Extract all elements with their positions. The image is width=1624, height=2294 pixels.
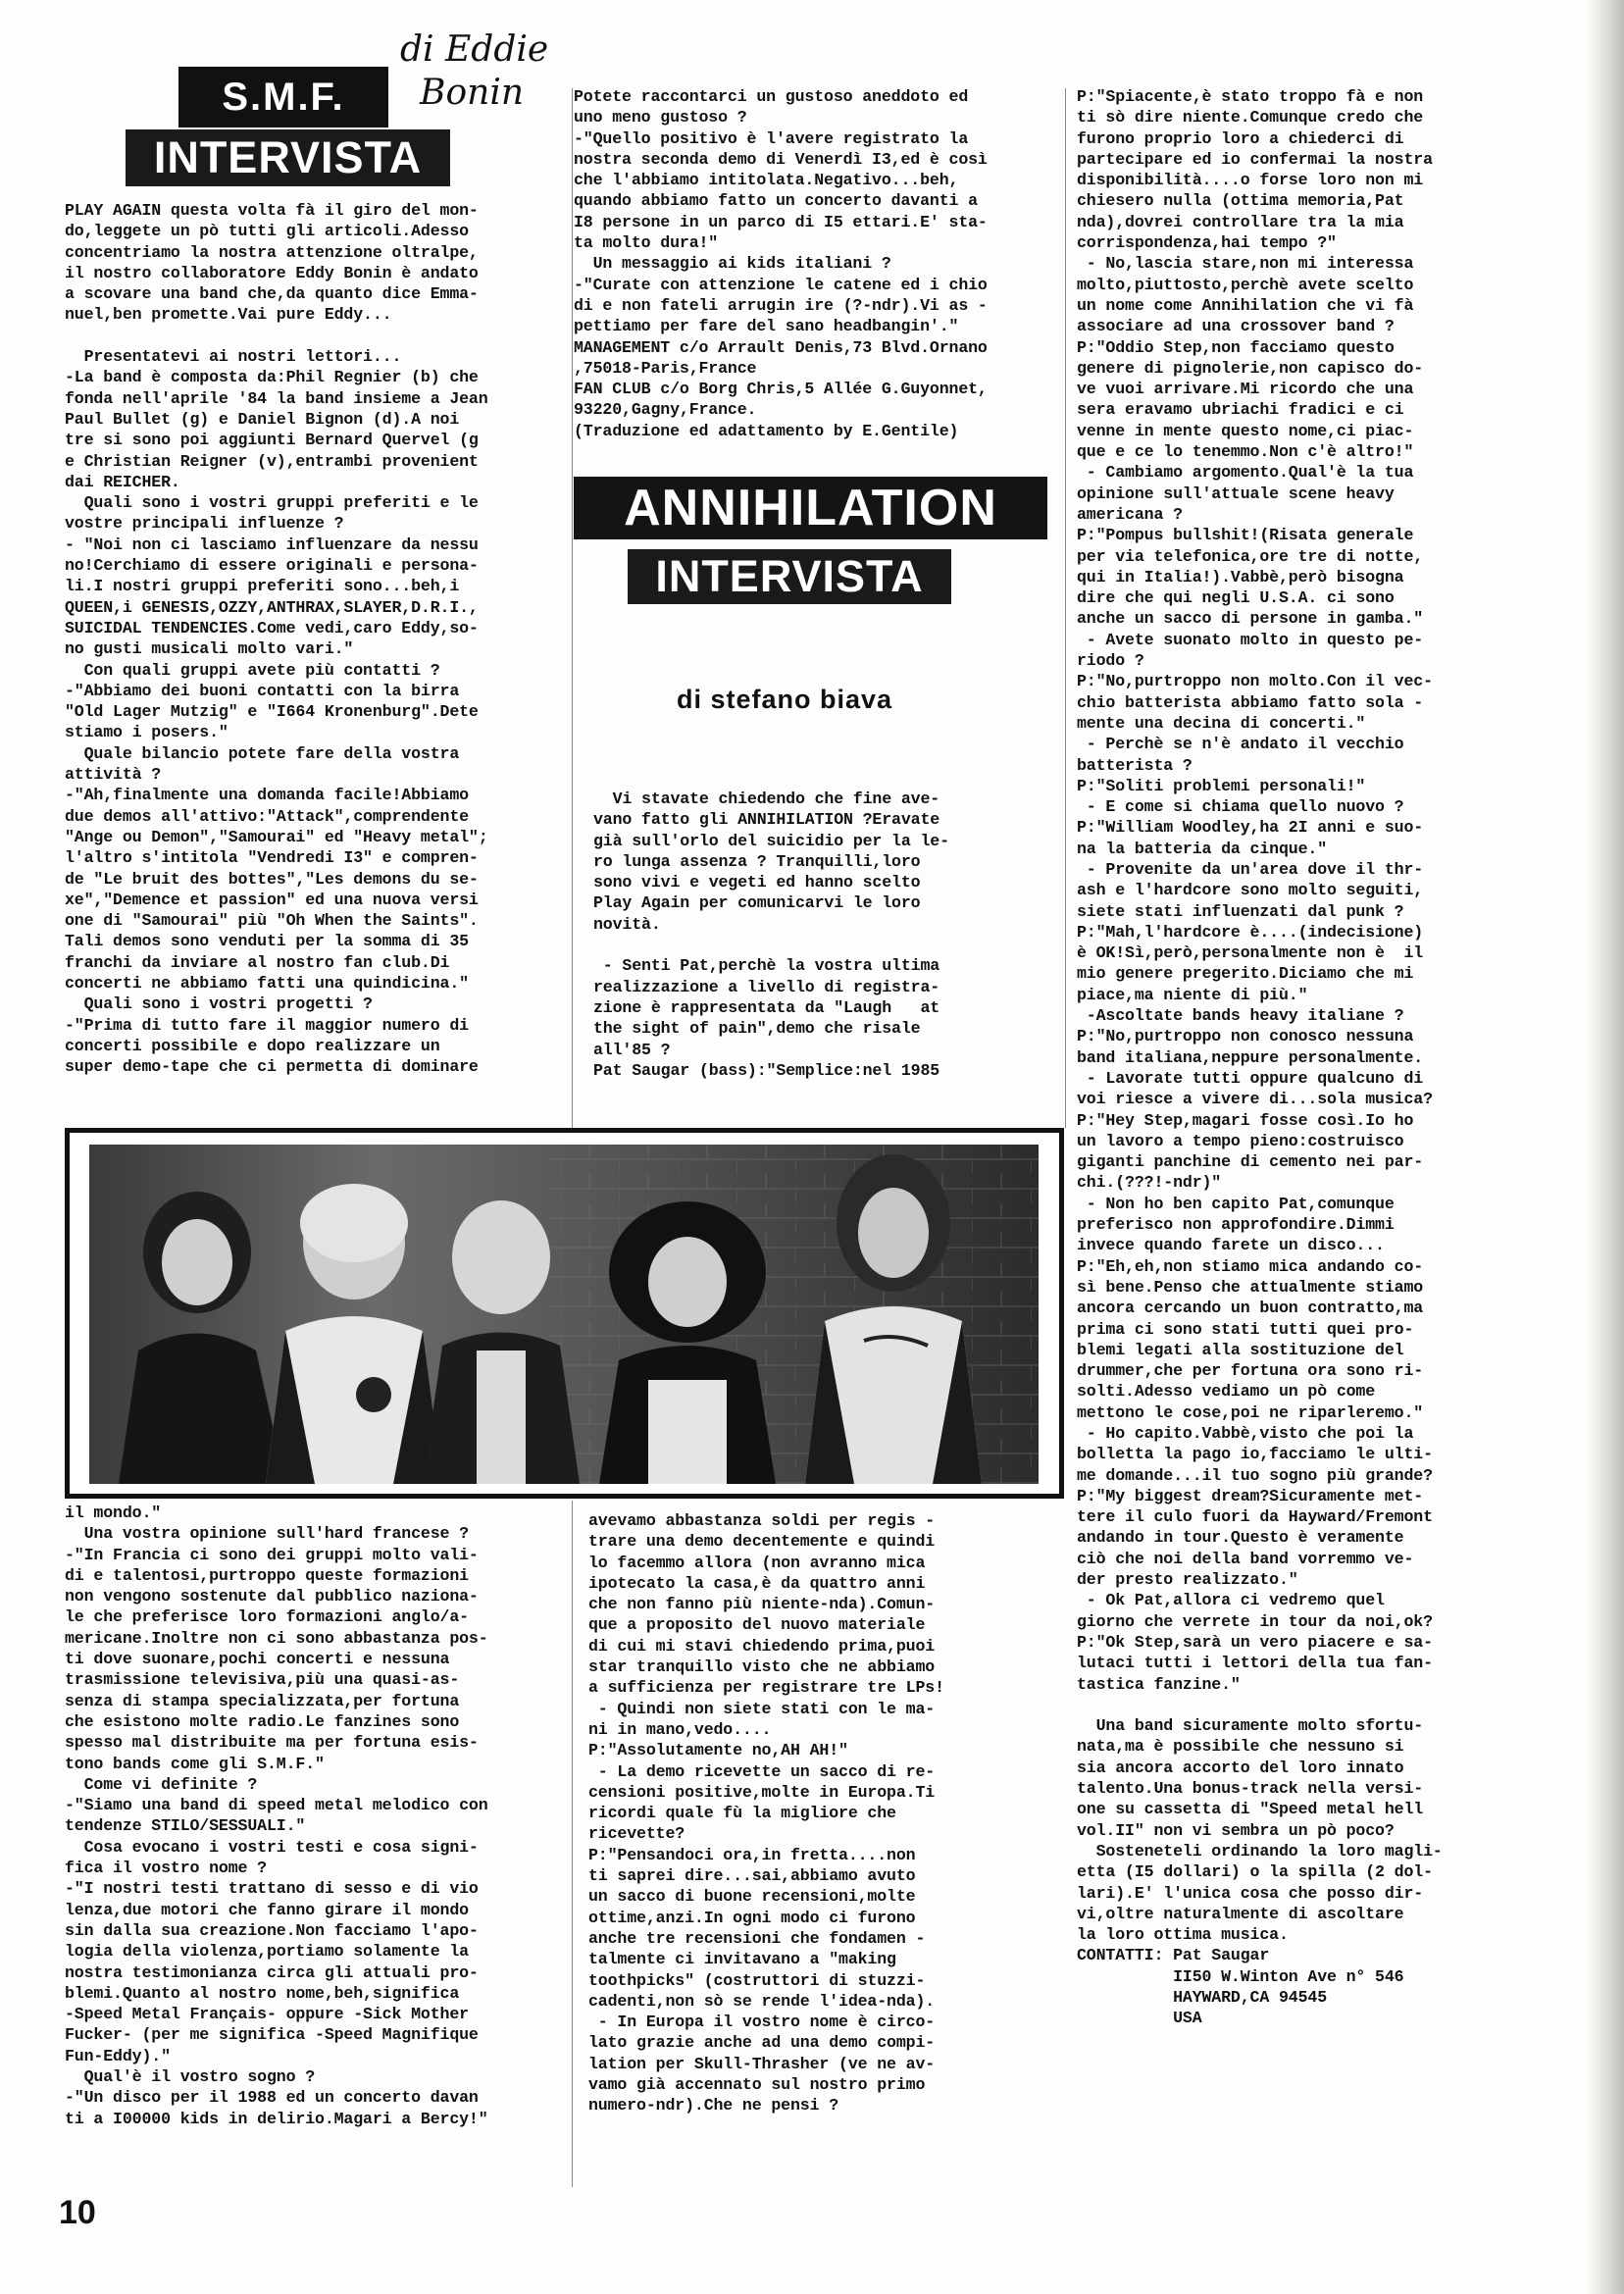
text-line: mericane.Inoltre non ci sono abbastanza pos-: [65, 1628, 488, 1648]
page-number: 10: [59, 2194, 96, 2231]
text-line: I8 persone in un parco di I5 ettari.E' sta-: [574, 212, 988, 231]
text-line: franchi da inviare al nostro fan club.Di: [65, 952, 450, 972]
text-line: per via telefonica,ore tre di notte,: [1077, 546, 1424, 566]
text-line: -"Curate con attenzione le catene ed i chio: [574, 275, 988, 294]
text-line: PLAY AGAIN questa volta fà il giro del mon-: [65, 201, 479, 220]
text-line: uno meno gustoso ?: [574, 108, 747, 127]
text-line: etta (I5 dollari) o la spilla (2 dol-: [1077, 1862, 1433, 1882]
text-line: toothpicks" (costruttori di stuzzi-: [588, 1970, 926, 1990]
text-line: - Non ho ben capito Pat,comunque: [1077, 1194, 1395, 1213]
text-line: ni in mano,vedo....: [588, 1719, 772, 1739]
text-line: le che preferisce loro formazioni anglo/a-: [65, 1607, 469, 1627]
text-line: bolletta la pago io,facciamo le ulti-: [1077, 1445, 1433, 1464]
annihilation-title: ANNIHILATION: [574, 477, 1047, 539]
text-line: concentriamo la nostra attenzione oltralpe,: [65, 242, 479, 262]
text-line: Presentatevi ai nostri lettori...: [65, 347, 402, 367]
text-line: II50 W.Winton Ave n° 546: [1077, 1966, 1404, 1986]
text-line: tastica fanzine.": [1077, 1674, 1241, 1694]
text-line: genere di pignolerie,non capisco do-: [1077, 358, 1424, 378]
text-line: -La band è composta da:Phil Regnier (b) che: [65, 368, 479, 387]
text-line: tre si sono poi aggiunti Bernard Quervel (g: [65, 431, 479, 450]
text-line: ipotecato la casa,è da quattro anni: [588, 1573, 926, 1593]
text-line: SUICIDAL TENDENCIES.Come vedi,caro Eddy,so-: [65, 618, 479, 637]
text-line: vamo già accennato sul nostro primo: [588, 2075, 926, 2095]
text-line: Fucker- (per me significa -Speed Magnifique: [65, 2025, 479, 2045]
column-divider: [572, 88, 573, 1128]
text-line: -Speed Metal Français- oppure -Sick Mother: [65, 2005, 469, 2024]
text-line: -"In Francia ci sono dei gruppi molto vali-: [65, 1545, 479, 1564]
text-line: - In Europa il vostro nome è circo-: [588, 2013, 936, 2032]
text-line: attività ?: [65, 765, 162, 785]
text-line: -"Abbiamo dei buoni contatti con la birra: [65, 681, 460, 700]
handwritten-author: [400, 29, 596, 137]
text-line: ti sò dire niente.Comunque credo che: [1077, 108, 1424, 127]
text-line: un sacco di buone recensioni,molte: [588, 1887, 916, 1907]
text-line: CONTATTI: Pat Saugar: [1077, 1946, 1270, 1965]
text-line: all'85 ?: [593, 1040, 671, 1059]
text-line: no!Cerchiamo di essere originali e persona-: [65, 556, 479, 576]
text-line: Cosa evocano i vostri testi e cosa signi-: [65, 1837, 479, 1857]
text-line: qui in Italia!).Vabbè,però bisogna: [1077, 567, 1404, 586]
text-line: do,leggete un pò tutti gli articoli.Adesso: [65, 222, 469, 241]
text-line: P:"My biggest dream?Sicuramente met-: [1077, 1486, 1424, 1505]
text-line: nata,ma è possibile che nessuno si: [1077, 1737, 1404, 1757]
text-line: ,75018-Paris,France: [574, 358, 757, 378]
text-line: "Old Lager Mutzig" e "I664 Kronenburg".Dete: [65, 702, 479, 722]
text-line: riodo ?: [1077, 651, 1144, 671]
text-line: 93220,Gagny,France.: [574, 400, 757, 420]
text-line: vol.II" non vi sembra un pò poco?: [1077, 1820, 1395, 1840]
text-line: andando in tour.Questo è veramente: [1077, 1528, 1404, 1548]
text-line: furono proprio loro a chiederci di: [1077, 128, 1404, 148]
text-line: numero-ndr).Che ne pensi ?: [588, 2096, 839, 2116]
text-line: Una band sicuramente molto sfortu-: [1077, 1716, 1424, 1736]
text-line: Potete raccontarci un gustoso aneddoto ed: [574, 87, 969, 106]
text-line: P:"Pompus bullshit!(Risata generale: [1077, 526, 1414, 545]
page-edge-shadow: [1587, 0, 1624, 2294]
text-line: tono bands come gli S.M.F.": [65, 1754, 325, 1773]
text-line: Tali demos sono venduti per la somma di 35: [65, 932, 469, 951]
text-line: trare una demo decentemente e quindi: [588, 1532, 936, 1552]
text-line: blemi.Quanto al nostro nome,beh,significa: [65, 1983, 460, 2003]
text-line: HAYWARD,CA 94545: [1077, 1988, 1328, 2008]
text-line: Pat Saugar (bass):"Semplice:nel 1985: [593, 1060, 940, 1080]
text-line: - E come si chiama quello nuovo ?: [1077, 797, 1404, 817]
text-line: Quali sono i vostri gruppi preferiti e le: [65, 493, 479, 513]
text-line: trasmissione televisiva,più una quasi-as-: [65, 1670, 460, 1690]
text-line: invece quando farete un disco...: [1077, 1236, 1385, 1255]
text-line: mente una decina di concerti.": [1077, 713, 1366, 733]
text-line: no gusti musicali molto vari.": [65, 639, 354, 659]
smf-column-bottom: [65, 1503, 567, 2129]
text-line: zione è rappresentata da "Laugh at: [593, 997, 940, 1017]
text-line: cadenti,non sò se rende l'idea-nda).: [588, 1991, 936, 2011]
text-line: P:"William Woodley,ha 2I anni e suo-: [1077, 818, 1424, 838]
text-line: -Ascoltate bands heavy italiane ?: [1077, 1006, 1404, 1026]
text-line: fica il vostro nome ?: [65, 1859, 267, 1878]
text-line: -"Siamo una band di speed metal melodico con: [65, 1796, 488, 1815]
text-line: P:"Mah,l'hardcore è....(indecisione): [1077, 922, 1424, 942]
text-line: li.I nostri gruppi preferiti sono...beh,i: [65, 577, 460, 596]
text-line: già sull'orlo del suicidio per la le-: [593, 831, 949, 850]
text-line: di e non fateli arrugin ire (?-ndr).Vi as -: [574, 295, 988, 315]
text-line: ti a I00000 kids in delirio.Magari a Bercy!": [65, 2109, 488, 2128]
text-line: ti dove suonare,pochi concerti e nessuna: [65, 1650, 450, 1669]
text-line: batterista ?: [1077, 755, 1193, 775]
text-line: siete stati influenzati dal punk ?: [1077, 901, 1404, 921]
smf-title: S.M.F.: [178, 67, 388, 127]
text-line: e Christian Reigner (v),entrambi provenient: [65, 451, 479, 471]
text-line: - Cambiamo argomento.Qual'è la tua: [1077, 463, 1414, 483]
text-line: "Ange ou Demon","Samourai" ed "Heavy metal";: [65, 827, 488, 846]
text-line: quando abbiamo fatto un concerto davanti a: [574, 191, 978, 211]
text-line: di e talentosi,purtroppo queste formazioni: [65, 1565, 469, 1585]
text-line: P:"Hey Step,magari fosse così.Io ho: [1077, 1110, 1414, 1130]
text-line: FAN CLUB c/o Borg Chris,5 Allée G.Guyonnet,: [574, 380, 988, 399]
text-line: ve vuoi arrivare.Mi ricordo che una: [1077, 380, 1414, 399]
text-line: che l'abbiamo intitolata.Negativo...beh,: [574, 171, 959, 190]
band-photo-frame: [65, 1128, 1064, 1499]
text-line: voi riesce a vivere di...sola musica?: [1077, 1090, 1433, 1109]
text-line: lato grazie anche ad una demo compi-: [588, 2033, 936, 2053]
text-line: il mondo.": [65, 1504, 162, 1522]
annihilation-column-middle: [588, 1510, 1059, 2116]
text-line: - La demo ricevette un sacco di re-: [588, 1761, 936, 1781]
text-line: super demo-tape che ci permetta di dominare: [65, 1057, 479, 1077]
text-line: un nome come Annihilation che vi fà: [1077, 295, 1414, 315]
annihilation-intro: [593, 789, 1054, 1081]
text-line: [1077, 1695, 1587, 1715]
text-line: P:"No,purtroppo non conosco nessuna: [1077, 1027, 1414, 1046]
text-line: one di "Samourai" più "Oh When the Saints".: [65, 911, 479, 931]
text-line: sia ancora accorto del loro innato: [1077, 1758, 1404, 1777]
text-line: [65, 326, 567, 346]
text-line: Paul Bullet (g) e Daniel Bignon (d).A noi: [65, 409, 460, 429]
text-line: QUEEN,i GENESIS,OZZY,ANTHRAX,SLAYER,D.R.I.,: [65, 597, 479, 617]
text-line: USA: [1077, 2009, 1202, 2028]
text-line: der presto realizzato.": [1077, 1570, 1298, 1590]
text-line: fonda nell'aprile '84 la band insieme a Jean: [65, 388, 488, 408]
text-line: P:"Oddio Step,non facciamo questo: [1077, 337, 1395, 357]
text-line: ottime,anzi.In ogni modo ci furono: [588, 1908, 916, 1927]
text-line: venne in mente questo nome,ci piac-: [1077, 421, 1414, 440]
text-line: - Ok Pat,allora ci vedremo quel: [1077, 1591, 1385, 1610]
text-line: -"Un disco per il 1988 ed un concerto davan: [65, 2088, 479, 2108]
text-line: de "Le bruit des bottes","Les demons du se-: [65, 869, 479, 889]
text-line: è OK!Sì,però,personalmente non è il: [1077, 943, 1424, 963]
text-line: ti saprei dire...sai,abbiamo avuto: [588, 1866, 916, 1886]
text-line: prima ci sono stati tutti quei pro-: [1077, 1319, 1414, 1339]
text-line: un lavoro a tempo pieno:costruisco: [1077, 1131, 1404, 1150]
text-line: due demos all'attivo:"Attack",comprendente: [65, 806, 469, 826]
text-line: senza di stampa specializzata,per fortuna: [65, 1691, 460, 1710]
text-line: vi,oltre naturalmente di ascoltare: [1077, 1904, 1404, 1923]
text-line: mio genere pregerito.Diciamo che mi: [1077, 964, 1414, 984]
text-line: che non fanno più niente-nda).Comun-: [588, 1595, 936, 1614]
text-line: nostra testimonianza circa gli attuali pro-: [65, 1963, 479, 1982]
text-line: logia della violenza,portiamo solamente la: [65, 1942, 469, 1962]
text-line: molto,piuttosto,perchè avete scelto: [1077, 275, 1414, 294]
text-line: Quali sono i vostri progetti ?: [65, 994, 373, 1014]
text-line: realizzazione a livello di registra-: [593, 977, 940, 996]
text-line: associare ad una crossover band ?: [1077, 317, 1395, 336]
text-line: MANAGEMENT c/o Arrault Denis,73 Blvd.Ornano: [574, 337, 988, 357]
text-line: -"Prima di tutto fare il maggior numero di: [65, 1015, 469, 1035]
text-line: anche un sacco di persone in gamba.": [1077, 609, 1424, 629]
text-line: Quale bilancio potete fare della vostra: [65, 743, 460, 763]
text-line: the sight of pain",demo che risale: [593, 1019, 921, 1039]
text-line: americana ?: [1077, 504, 1183, 524]
handwritten-line-2: Bonin: [420, 73, 525, 113]
annihilation-column-right: [1077, 86, 1587, 2029]
text-line: ta molto dura!": [574, 233, 719, 253]
text-line: chi.(???!-ndr)": [1077, 1173, 1222, 1193]
text-line: ricevette?: [588, 1824, 685, 1844]
text-line: que e ce lo tenemmo.Non c'è altro!": [1077, 442, 1414, 462]
text-line: talmente ci invitavano a "making: [588, 1950, 896, 1969]
text-line: -"Quello positivo è l'avere registrato la: [574, 128, 969, 148]
text-line: Vi stavate chiedendo che fine ave-: [593, 790, 940, 808]
text-line: stiamo i posers.": [65, 723, 228, 742]
text-line: -"I nostri testi trattano di sesso e di vio: [65, 1879, 479, 1899]
text-line: nda),dovrei controllare tra la mia: [1077, 212, 1404, 231]
text-line: opinione sull'attuale scene heavy: [1077, 484, 1395, 503]
text-line: anche tre recensioni che fondamen -: [588, 1928, 926, 1948]
text-line: partecipare ed io confermai la nostra: [1077, 149, 1433, 169]
text-line: Come vi definite ?: [65, 1774, 258, 1794]
text-line: dire che qui negli U.S.A. ci sono: [1077, 588, 1395, 608]
text-line: che esistono molte radio.Le fanzines sono: [65, 1711, 460, 1731]
text-line: - Avete suonato molto in questo pe-: [1077, 630, 1424, 649]
text-line: me domande...il tuo sogno più grande?: [1077, 1465, 1433, 1485]
text-line: pettiamo per fare del sano headbangin'.": [574, 317, 959, 336]
text-line: la loro ottima musica.: [1077, 1925, 1289, 1945]
text-line: mettono le cose,poi ne riparleremo.": [1077, 1402, 1424, 1422]
text-line: novità.: [593, 914, 661, 934]
text-line: blemi legati alla sostituzione del: [1077, 1340, 1404, 1359]
text-line: ash e l'hardcore sono molto seguiti,: [1077, 881, 1424, 900]
text-line: dai REICHER.: [65, 472, 180, 491]
byline: di stefano biava: [677, 685, 893, 714]
text-line: lo facemmo allora (non avranno mica: [588, 1553, 926, 1572]
text-line: non vengono sostenute dal pubblico naziona-: [65, 1587, 479, 1606]
text-line: -"Ah,finalmente una domanda facile!Abbiamo: [65, 786, 469, 805]
text-line: - Lavorate tutti oppure qualcuno di: [1077, 1068, 1424, 1088]
smf-interview-title: INTERVISTA: [126, 129, 450, 186]
text-line: sera eravamo ubriachi fradici e ci: [1077, 400, 1404, 420]
text-line: ciò che noi della band vorremmo ve-: [1077, 1549, 1414, 1568]
text-line: P:"Spiacente,è stato troppo fà e non: [1077, 87, 1424, 106]
text-line: que a proposito del nuovo materiale: [588, 1615, 926, 1635]
text-line: - Provenite da un'area dove il thr-: [1077, 859, 1424, 879]
text-line: - Ho capito.Vabbè,visto che poi la: [1077, 1424, 1414, 1443]
annihilation-interview-title: INTERVISTA: [628, 549, 951, 604]
column-divider: [572, 1501, 573, 2187]
text-line: ro lunga assenza ? Tranquilli,loro: [593, 851, 921, 871]
text-line: ricordi quale fù la migliore che: [588, 1804, 896, 1823]
text-line: sì bene.Penso che attualmente stiamo: [1077, 1277, 1424, 1297]
text-line: - Perchè se n'è andato il vecchio: [1077, 735, 1404, 754]
text-line: disponibilità....o forse loro non mi: [1077, 171, 1424, 190]
text-line: il nostro collaboratore Eddy Bonin è andato: [65, 263, 479, 282]
smf-column-continued: [574, 86, 1054, 441]
text-line: concerti possibile e dopo realizzare un: [65, 1036, 440, 1055]
text-line: Play Again per comunicarvi le loro: [593, 893, 921, 913]
text-line: (Traduzione ed adattamento by E.Gentile): [574, 421, 959, 440]
text-line: - Senti Pat,perchè la vostra ultima: [593, 956, 940, 976]
text-line: lutaci tutti i lettori della tua fan-: [1077, 1654, 1433, 1673]
text-line: di cui mi stavi chiedendo prima,puoi: [588, 1636, 936, 1656]
band-photo-image: [89, 1145, 1039, 1484]
text-line: [593, 935, 1054, 955]
text-line: piace,ma niente di più.": [1077, 985, 1308, 1004]
smf-column-top: [65, 200, 567, 1077]
text-line: P:"Ok Step,sarà un vero piacere e sa-: [1077, 1632, 1433, 1652]
text-line: spesso mal distribuite ma per fortuna esis-: [65, 1733, 479, 1753]
text-line: a sufficienza per registrare tre LPs!: [588, 1678, 944, 1698]
text-line: sin dalla sua creazione.Non facciamo l'apo-: [65, 1920, 479, 1940]
text-line: tere il culo fuori da Hayward/Fremont: [1077, 1507, 1433, 1527]
text-line: one su cassetta di "Speed metal hell: [1077, 1800, 1424, 1819]
text-line: - Quindi non siete stati con le ma-: [588, 1699, 936, 1718]
text-line: lation per Skull-Thrasher (ve ne av-: [588, 2054, 936, 2073]
text-line: P:"Pensandoci ora,in fretta....non: [588, 1845, 916, 1864]
text-line: P:"Assolutamente no,AH AH!": [588, 1741, 848, 1760]
text-line: lenza,due motori che fanno girare il mondo: [65, 1900, 469, 1919]
text-line: concerti ne abbiamo fatti una quindicina.": [65, 973, 469, 993]
text-line: ancora cercando un buon contratto,ma: [1077, 1299, 1424, 1318]
text-line: lari).E' l'unica cosa che posso dir-: [1077, 1883, 1424, 1903]
text-line: P:"Soliti problemi personali!": [1077, 776, 1366, 795]
text-line: vano fatto gli ANNIHILATION ?Eravate: [593, 810, 940, 830]
text-line: na la batteria da cinque.": [1077, 839, 1328, 858]
text-line: Fun-Eddy).": [65, 2046, 171, 2065]
text-line: preferisco non approfondire.Dimmi: [1077, 1215, 1395, 1235]
text-line: - "Noi non ci lasciamo influenzare da nessu: [65, 535, 479, 554]
band-photo: [89, 1145, 1039, 1484]
text-line: chiesero nulla (ottima memoria,Pat: [1077, 191, 1404, 211]
text-line: talento.Una bonus-track nella versi-: [1077, 1779, 1424, 1799]
text-line: band italiana,neppure personalmente.: [1077, 1047, 1424, 1067]
text-line: Qual'è il vostro sogno ?: [65, 2067, 316, 2087]
text-line: giorno che verrete in tour da noi,ok?: [1077, 1611, 1433, 1631]
text-line: giganti panchine di cemento nei par-: [1077, 1152, 1424, 1172]
text-line: sono vivi e vegeti ed hanno scelto: [593, 873, 921, 892]
text-line: corrispondenza,hai tempo ?": [1077, 233, 1337, 253]
text-line: tendenze STILO/SESSUALI.": [65, 1816, 306, 1836]
text-line: avevamo abbastanza soldi per regis -: [588, 1511, 936, 1530]
text-line: drummer,che per fortuna ora sono ri-: [1077, 1361, 1424, 1381]
text-line: Un messaggio ai kids italiani ?: [574, 254, 891, 274]
text-line: censioni positive,molte in Europa.Ti: [588, 1782, 936, 1802]
column-divider: [1065, 88, 1066, 1128]
text-line: l'altro s'intitola "Vendredi I3" e compren-: [65, 848, 479, 868]
text-line: - No,lascia stare,non mi interessa: [1077, 254, 1414, 274]
text-line: Sosteneteli ordinando la loro magli-: [1077, 1841, 1443, 1861]
text-line: Una vostra opinione sull'hard francese ?: [65, 1524, 469, 1544]
text-line: solti.Adesso vediamo un pò come: [1077, 1382, 1376, 1402]
text-line: nuel,ben promette.Vai pure Eddy...: [65, 305, 392, 325]
text-line: xe","Demence et passion" ed una nuova versi: [65, 890, 479, 909]
text-line: Con quali gruppi avete più contatti ?: [65, 660, 440, 680]
text-line: nostra seconda demo di Venerdì I3,ed è così: [574, 149, 988, 169]
text-line: a scovare una band che,da quanto dice Emma-: [65, 284, 479, 304]
text-line: chio batterista abbiamo fatto sola -: [1077, 692, 1424, 712]
handwritten-line-1: di Eddie: [400, 29, 549, 70]
text-line: star tranquillo visto che ne abbiamo: [588, 1657, 936, 1677]
text-line: vostre principali influenze ?: [65, 514, 344, 534]
text-line: P:"No,purtroppo non molto.Con il vec-: [1077, 672, 1433, 691]
text-line: P:"Eh,eh,non stiamo mica andando co-: [1077, 1256, 1424, 1276]
